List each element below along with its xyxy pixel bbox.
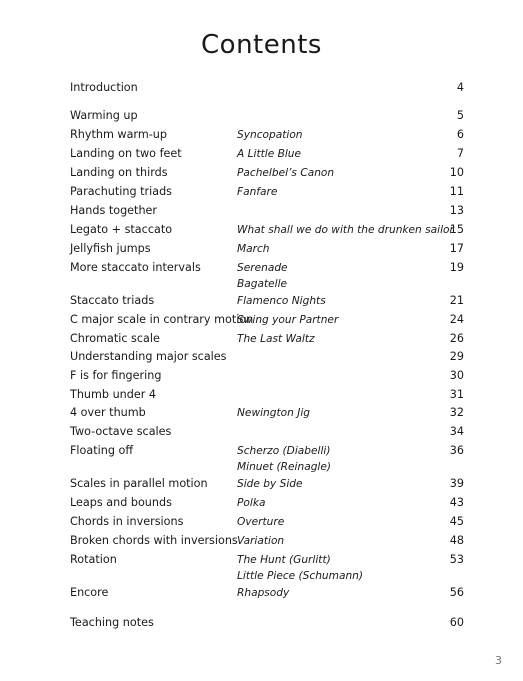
toc-entry [0, 80, 523, 96]
toc-entry [0, 108, 523, 124]
toc-entry [0, 424, 523, 440]
toc-entry [0, 222, 523, 238]
toc-entry-title: Thumb under 4 [70, 388, 157, 401]
toc-entry-page-number: 36 [449, 444, 464, 457]
toc-entry-title: Two-octave scales [70, 425, 172, 438]
toc-entry-title: Broken chords with inversions [70, 534, 238, 547]
toc-entry-title: Landing on thirds [70, 166, 168, 179]
toc-entry-title: Leaps and bounds [70, 496, 172, 509]
page-title: Contents [201, 30, 322, 60]
toc-entry-piece: Serenade [237, 262, 288, 274]
toc-entry-title: Landing on two feet [70, 147, 182, 160]
toc-entry [0, 387, 523, 403]
toc-entry-piece: Pachelbel’s Canon [237, 167, 335, 179]
toc-entry-page-number: 13 [449, 204, 464, 217]
toc-entry-page-number: 56 [449, 586, 464, 599]
toc-entry-piece: Scherzo (Diabelli) [237, 445, 331, 457]
toc-entry-title: Chromatic scale [70, 332, 160, 345]
toc-entry-piece: Rhapsody [237, 587, 290, 599]
toc-entry-piece: March [237, 243, 270, 255]
toc-entry [0, 241, 523, 257]
toc-entry [0, 405, 523, 421]
toc-entry-title: C major scale in contrary motion [70, 313, 254, 326]
toc-entry-page-number: 43 [449, 496, 464, 509]
toc-entry-piece: Flamenco Nights [237, 295, 326, 307]
toc-entry-page-number: 45 [449, 515, 464, 528]
toc-entry-title: More staccato intervals [70, 261, 201, 274]
toc-entry-title: Encore [70, 586, 109, 599]
toc-entry [0, 349, 523, 365]
toc-entry [0, 293, 523, 309]
toc-entry [0, 443, 523, 473]
toc-entry-piece: Polka [237, 497, 266, 509]
toc-entry-piece: Newington Jig [237, 407, 310, 419]
toc-entry-title: Parachuting triads [70, 185, 173, 198]
toc-entry-page-number: 5 [456, 109, 464, 122]
toc-entry-page-number: 48 [449, 534, 464, 547]
toc-entry-title: Chords in inversions [70, 515, 184, 528]
toc-entry-page-number: 7 [456, 147, 464, 160]
toc-entry [0, 615, 523, 631]
toc-entry-page-number: 10 [449, 166, 464, 179]
toc-entry-title: Floating off [70, 444, 134, 457]
toc-entry [0, 495, 523, 511]
toc-entry-page-number: 19 [449, 261, 464, 274]
toc-entry [0, 476, 523, 492]
toc-entry-page-number: 17 [449, 242, 464, 255]
toc-entry-page-number: 21 [449, 294, 464, 307]
toc-entry-piece: Variation [237, 535, 285, 547]
toc-entry-title: Understanding major scales [70, 350, 227, 363]
toc-entry [0, 368, 523, 384]
toc-entry-page-number: 4 [456, 81, 464, 94]
toc-entry-page-number: 11 [449, 185, 464, 198]
toc-entry [0, 127, 523, 143]
toc-entry-title: Rotation [70, 553, 117, 566]
toc-entry-title: Jellyfish jumps [70, 242, 151, 255]
toc-entry-piece-second: Minuet (Reinagle) [237, 461, 332, 473]
toc-entry-page-number: 29 [449, 350, 464, 363]
toc-entry-title: Introduction [70, 81, 138, 94]
toc-entry-page-number: 26 [449, 332, 464, 345]
page-number: 3 [495, 654, 502, 667]
toc-entry-title: F is for fingering [70, 369, 162, 382]
toc-entry [0, 203, 523, 219]
toc-entry-piece: What shall we do with the drunken sailor [237, 224, 454, 236]
toc-entry [0, 184, 523, 200]
toc-entry-piece-second: Bagatelle [237, 278, 288, 290]
toc-entry [0, 514, 523, 530]
toc-entry [0, 533, 523, 549]
toc-entry-title: Hands together [70, 204, 158, 217]
toc-entry-piece: A Little Blue [237, 148, 302, 160]
toc-entry-piece: Syncopation [237, 129, 303, 141]
toc-entry-page-number: 39 [449, 477, 464, 490]
toc-entry-page-number: 32 [449, 406, 464, 419]
toc-entry [0, 260, 523, 290]
toc-entry-piece: Fanfare [237, 186, 278, 198]
toc-entry [0, 146, 523, 162]
toc-entry-title: Scales in parallel motion [70, 477, 208, 490]
toc-entry [0, 165, 523, 181]
toc-entry-title: Warming up [70, 109, 138, 122]
toc-entry [0, 585, 523, 601]
toc-entry [0, 331, 523, 347]
toc-entry-title: Legato + staccato [70, 223, 173, 236]
toc-entry [0, 552, 523, 582]
toc-entry-piece: The Hunt (Gurlitt) [237, 554, 331, 566]
toc-entry-page-number: 24 [449, 313, 464, 326]
toc-entry-piece-second: Little Piece (Schumann) [237, 570, 364, 582]
toc-entry-piece: Swing your Partner [237, 314, 339, 326]
toc-entry-piece: The Last Waltz [237, 333, 315, 345]
toc-entry [0, 312, 523, 328]
toc-entry-page-number: 34 [449, 425, 464, 438]
toc-entry-piece: Side by Side [237, 478, 303, 490]
toc-entry-piece: Overture [237, 516, 285, 528]
toc-entry-title: 4 over thumb [70, 406, 146, 419]
toc-entry-page-number: 53 [449, 553, 464, 566]
toc-entry-page-number: 6 [456, 128, 464, 141]
toc-entry-title: Teaching notes [70, 616, 154, 629]
toc-entry-page-number: 31 [449, 388, 464, 401]
toc-entry-page-number: 15 [449, 223, 464, 236]
toc-entry-page-number: 60 [449, 616, 464, 629]
toc-entry-title: Staccato triads [70, 294, 155, 307]
toc-entry-page-number: 30 [449, 369, 464, 382]
toc-entry-title: Rhythm warm-up [70, 128, 167, 141]
